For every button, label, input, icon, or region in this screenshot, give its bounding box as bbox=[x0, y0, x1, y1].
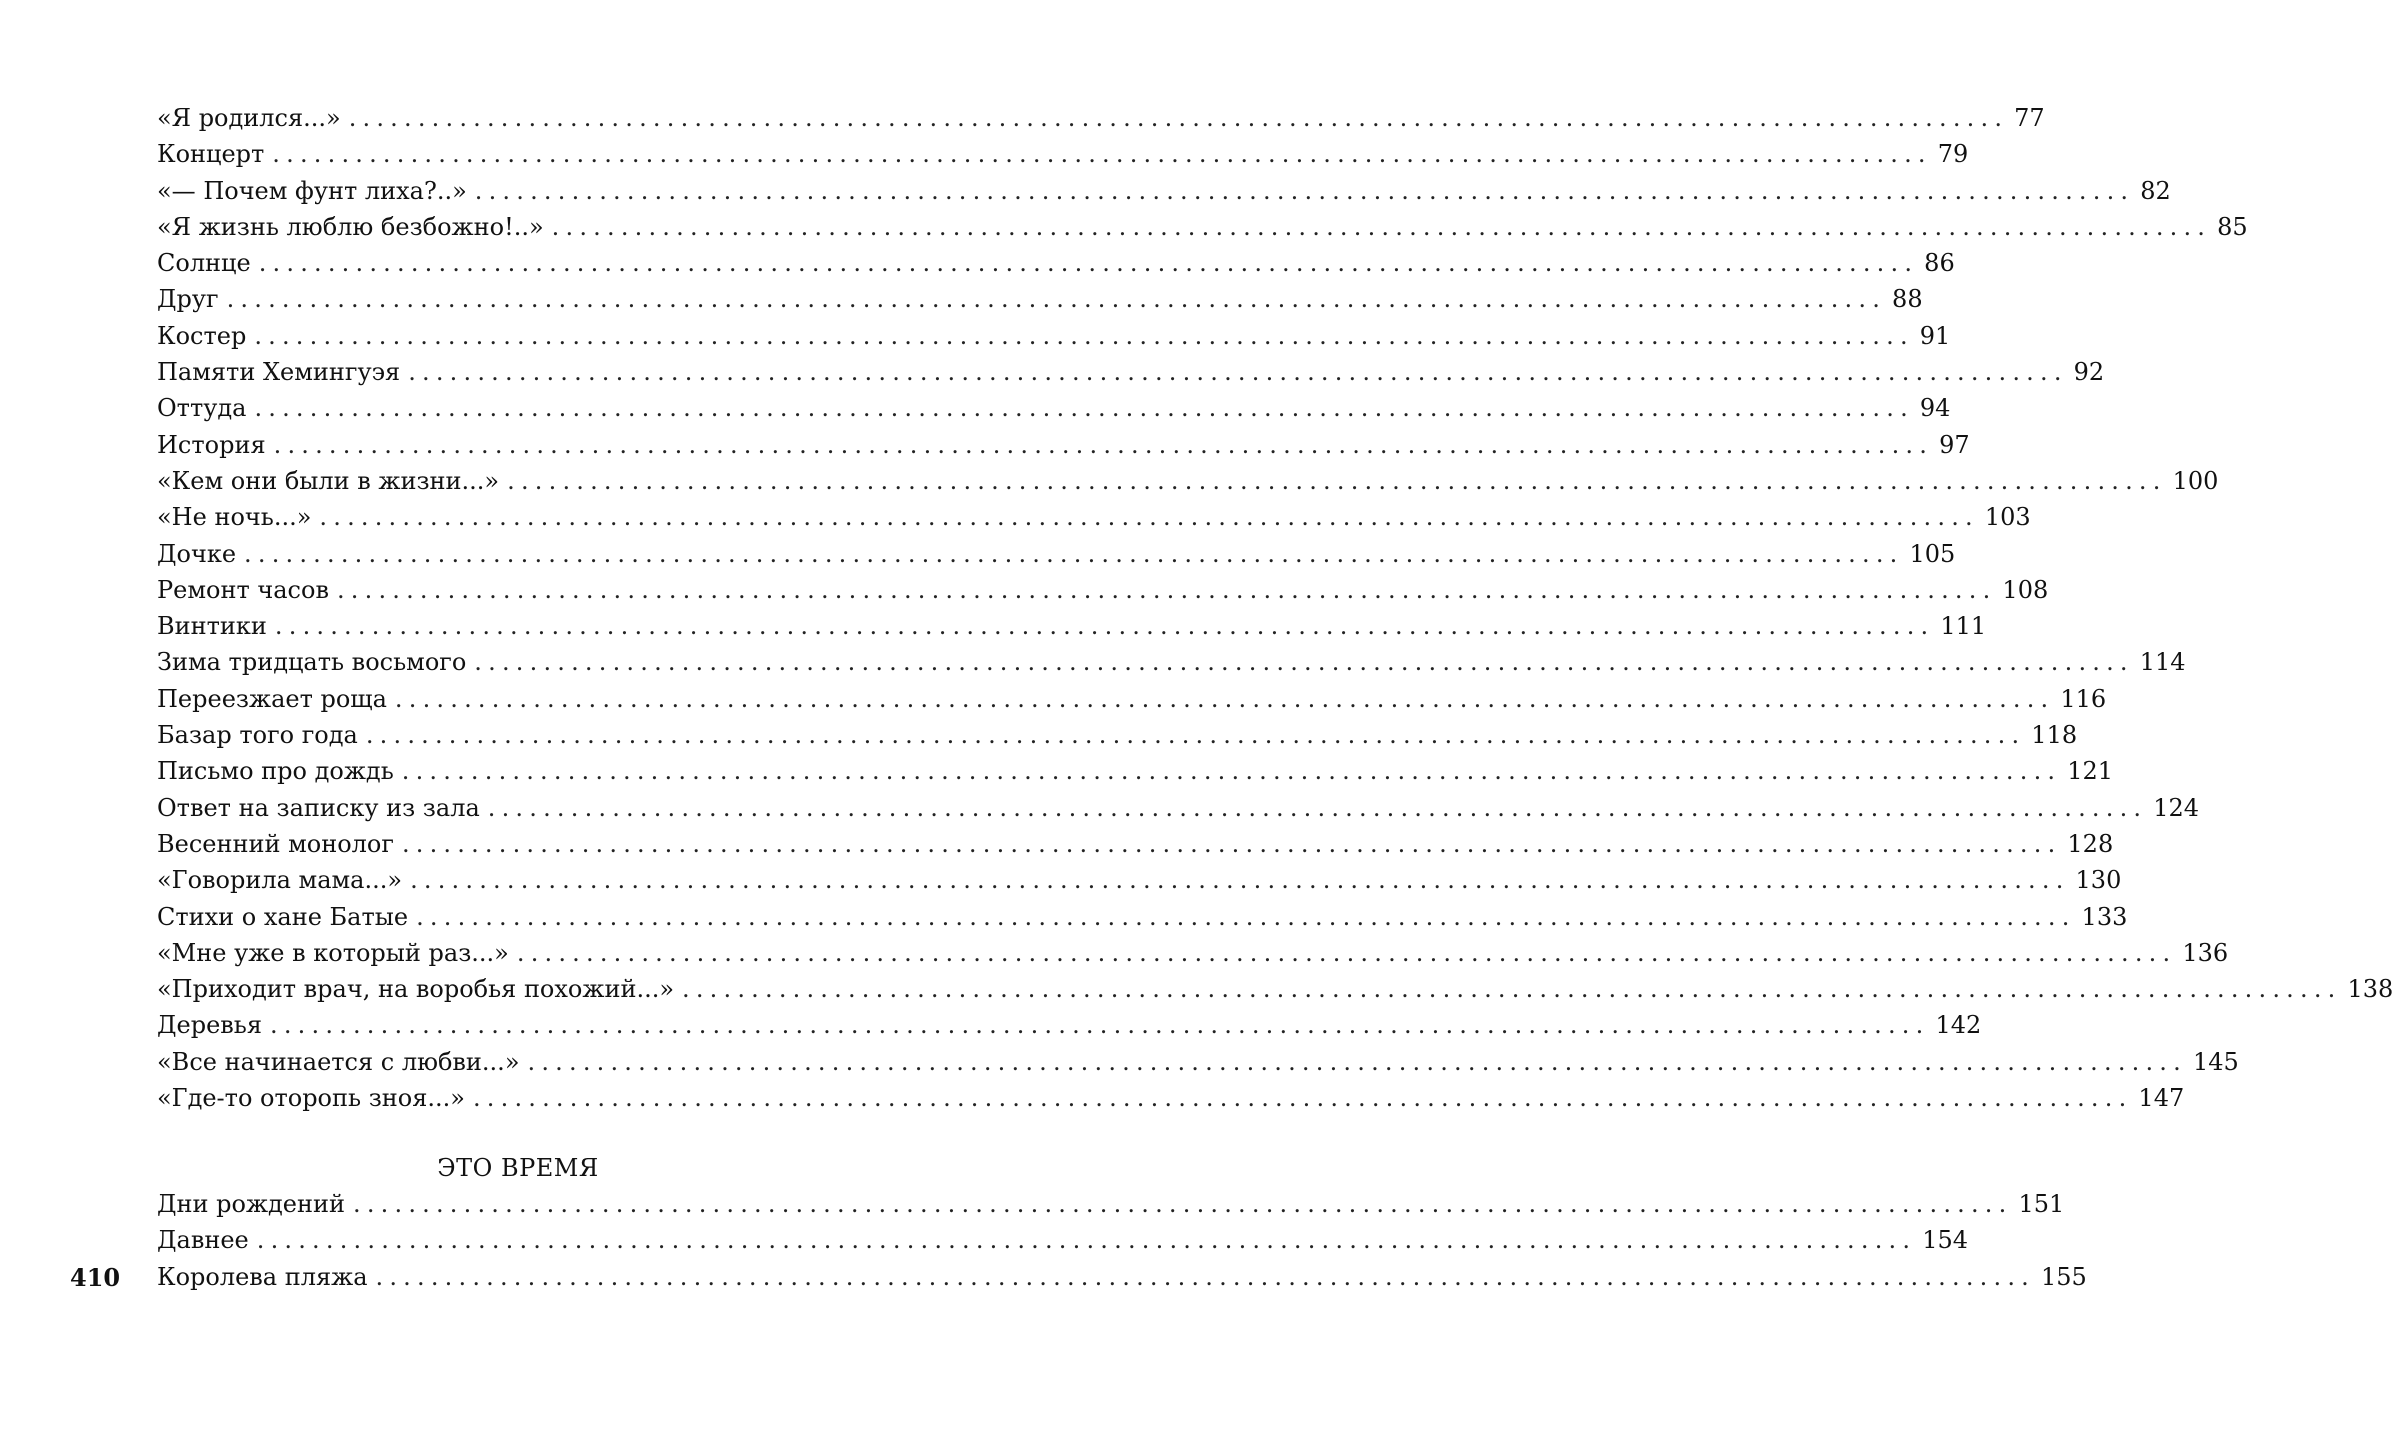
toc-entry bbox=[157, 427, 1970, 463]
toc-entry-page: 105 bbox=[1909, 539, 1956, 568]
toc-entry bbox=[157, 681, 2107, 717]
dot-leader: ........................................................................................................................ bbox=[375, 1262, 2035, 1291]
dot-leader: ........................................................................................................................ bbox=[244, 539, 1904, 568]
dot-leader: ........................................................................................................................ bbox=[254, 321, 1914, 350]
toc-entry-title: «Не ночь...» bbox=[157, 503, 312, 532]
toc-entry-title: «Где-то оторопь зноя...» bbox=[157, 1084, 465, 1113]
toc-entry-page: 91 bbox=[1919, 321, 1951, 350]
toc-entry-title: «Говорила мама...» bbox=[157, 866, 403, 895]
toc-entry-page: 77 bbox=[2014, 104, 2045, 132]
toc-entry-page: 130 bbox=[2075, 866, 2122, 895]
dot-leader: ........................................................................................................................ bbox=[256, 1226, 1917, 1255]
toc-entry-title: «Все начинается с любви...» bbox=[157, 1047, 520, 1076]
dot-leader: ........................................................................................................................ bbox=[336, 575, 1997, 604]
dot-leader: ........................................................................................................................ bbox=[416, 902, 2076, 931]
toc-entry-title: Переезжает роща bbox=[157, 684, 387, 713]
toc-entry-page: 88 bbox=[1892, 285, 1923, 314]
toc-entry bbox=[157, 790, 2200, 826]
toc-entry-title: «Мне уже в который раз...» bbox=[157, 938, 509, 967]
toc-entry-title: Весенний монолог bbox=[157, 829, 394, 858]
toc-entry-page: 103 bbox=[1984, 503, 2031, 532]
toc-entry-title: «Я жизнь люблю безбожно!..» bbox=[157, 212, 544, 241]
toc-entry-title: Давнее bbox=[157, 1226, 249, 1255]
dot-leader: ........................................................................................................................ bbox=[353, 1190, 2013, 1218]
dot-leader: ........................................................................................................................ bbox=[474, 176, 2135, 205]
toc-entry bbox=[157, 572, 2049, 608]
dot-leader: ........................................................................................................................ bbox=[254, 394, 1914, 423]
toc-entry-page: 92 bbox=[2073, 358, 2105, 387]
toc-entry-page: 133 bbox=[2081, 902, 2128, 931]
dot-leader: ........................................................................................................................ bbox=[401, 829, 2062, 858]
toc-entry-page: 128 bbox=[2067, 829, 2114, 858]
toc-entry bbox=[157, 717, 2078, 753]
toc-entry-page: 114 bbox=[2139, 648, 2186, 677]
dot-leader: ........................................................................................................................ bbox=[472, 1084, 2133, 1113]
toc-entry bbox=[157, 463, 2219, 499]
dot-leader: ........................................................................................................................ bbox=[348, 104, 2009, 132]
toc-entry-title: Базар того года bbox=[157, 721, 358, 750]
toc-entry-title: «Кем они были в жизни...» bbox=[157, 466, 500, 495]
toc-entry-title: Стихи о хане Батые bbox=[157, 902, 409, 931]
toc-entry bbox=[157, 753, 2114, 789]
toc-entry-page: 136 bbox=[2182, 938, 2229, 967]
toc-entry bbox=[157, 1186, 2065, 1222]
toc-entry-title: Друг bbox=[157, 285, 219, 314]
dot-leader: ........................................................................................................................ bbox=[410, 866, 2070, 895]
toc-entry-title: Зима тридцать восьмого bbox=[157, 648, 467, 677]
toc-entry-page: 124 bbox=[2153, 793, 2200, 822]
toc-entry-page: 138 bbox=[2347, 975, 2393, 1004]
toc-entry-page: 116 bbox=[2060, 684, 2107, 713]
table-of-contents bbox=[157, 100, 2393, 1116]
dot-leader: ........................................................................................................................ bbox=[474, 648, 2134, 677]
toc-entry-page: 142 bbox=[1935, 1011, 1982, 1040]
dot-leader: ........................................................................................................................ bbox=[258, 249, 1919, 278]
toc-entry bbox=[157, 608, 1987, 644]
toc-entry-title: Письмо про дождь bbox=[157, 757, 394, 786]
toc-entry bbox=[157, 173, 2171, 209]
toc-entry-page: 121 bbox=[2067, 757, 2114, 786]
toc-entry bbox=[157, 1044, 2239, 1080]
toc-entry bbox=[157, 354, 2105, 390]
dot-leader: ........................................................................................................................ bbox=[487, 793, 2148, 822]
toc-entry-title: Ремонт часов bbox=[157, 575, 329, 604]
toc-entry-title: История bbox=[157, 430, 266, 459]
toc-entry bbox=[157, 826, 2114, 862]
toc-entry-page: 155 bbox=[2040, 1262, 2087, 1291]
dot-leader: ........................................................................................................................ bbox=[365, 721, 2026, 750]
toc-entry-page: 100 bbox=[2172, 466, 2219, 495]
dot-leader: ........................................................................................................................ bbox=[270, 1011, 1930, 1040]
toc-entry-page: 94 bbox=[1919, 394, 1951, 423]
toc-entry bbox=[157, 245, 1955, 281]
toc-entry bbox=[157, 499, 2031, 535]
toc-entry-title: «— Почем фунт лиха?..» bbox=[157, 176, 467, 205]
toc-entry-page: 85 bbox=[2217, 212, 2248, 241]
toc-entry-page: 108 bbox=[2002, 575, 2049, 604]
toc-entry bbox=[157, 862, 2122, 898]
toc-entry-page: 79 bbox=[1937, 140, 1969, 169]
toc-entry-page: 145 bbox=[2192, 1047, 2239, 1076]
toc-entry-page: 86 bbox=[1924, 249, 1955, 278]
section-heading: ЭТО ВРЕМЯ bbox=[437, 1154, 599, 1182]
dot-leader: ........................................................................................................................ bbox=[394, 684, 2055, 713]
toc-entry bbox=[157, 935, 2229, 971]
dot-leader: ........................................................................................................................ bbox=[516, 938, 2177, 967]
toc-entry-title: Памяти Хемингуэя bbox=[157, 358, 401, 387]
toc-entry-title: Винтики bbox=[157, 612, 267, 641]
toc-entry bbox=[157, 100, 2045, 136]
toc-entry bbox=[157, 209, 2248, 245]
toc-entry-page: 118 bbox=[2031, 721, 2078, 750]
toc-entry bbox=[157, 644, 2186, 680]
section-contents bbox=[157, 1186, 2087, 1295]
toc-entry-title: Дочке bbox=[157, 539, 237, 568]
dot-leader: ........................................................................................................................ bbox=[408, 358, 2068, 387]
dot-leader: ........................................................................................................................ bbox=[272, 140, 1932, 169]
toc-entry-page: 151 bbox=[2018, 1190, 2065, 1218]
dot-leader: ........................................................................................................................ bbox=[527, 1047, 2187, 1076]
toc-entry bbox=[157, 899, 2128, 935]
dot-leader: ........................................................................................................................ bbox=[507, 466, 2167, 495]
toc-entry-title: «Я родился...» bbox=[157, 104, 341, 132]
toc-entry bbox=[157, 281, 1923, 317]
toc-entry-title: «Приходит врач, на воробья похожий...» bbox=[157, 975, 675, 1004]
dot-leader: ........................................................................................................................ bbox=[682, 975, 2342, 1004]
toc-entry bbox=[157, 1080, 2185, 1116]
toc-entry-title: Оттуда bbox=[157, 394, 247, 423]
dot-leader: ........................................................................................................................ bbox=[401, 757, 2062, 786]
toc-entry-page: 97 bbox=[1939, 430, 1970, 459]
toc-entry-page: 111 bbox=[1940, 612, 1987, 641]
dot-leader: ........................................................................................................................ bbox=[226, 285, 1887, 314]
toc-entry-title: Костер bbox=[157, 321, 247, 350]
page-number: 410 bbox=[70, 1263, 121, 1292]
toc-entry bbox=[157, 1007, 1982, 1043]
dot-leader: ........................................................................................................................ bbox=[274, 612, 1935, 641]
toc-entry-title: Солнце bbox=[157, 249, 251, 278]
dot-leader: ........................................................................................................................ bbox=[273, 430, 1934, 459]
toc-entry-page: 147 bbox=[2138, 1084, 2185, 1113]
toc-entry-page: 82 bbox=[2140, 176, 2171, 205]
toc-entry-title: Ответ на записку из зала bbox=[157, 793, 480, 822]
dot-leader: ........................................................................................................................ bbox=[319, 503, 1979, 532]
toc-entry bbox=[157, 1222, 1969, 1258]
toc-entry bbox=[157, 971, 2393, 1007]
toc-entry bbox=[157, 536, 1956, 572]
toc-entry-title: Концерт bbox=[157, 140, 265, 169]
toc-entry bbox=[157, 136, 1969, 172]
toc-entry-title: Королева пляжа bbox=[157, 1262, 368, 1291]
toc-entry-title: Дни рождений bbox=[157, 1190, 345, 1218]
toc-entry bbox=[157, 318, 1951, 354]
toc-entry-title: Деревья bbox=[157, 1011, 262, 1040]
toc-entry-page: 154 bbox=[1922, 1226, 1969, 1255]
toc-entry bbox=[157, 1259, 2087, 1295]
dot-leader: ........................................................................................................................ bbox=[551, 212, 2212, 241]
toc-entry bbox=[157, 390, 1951, 426]
